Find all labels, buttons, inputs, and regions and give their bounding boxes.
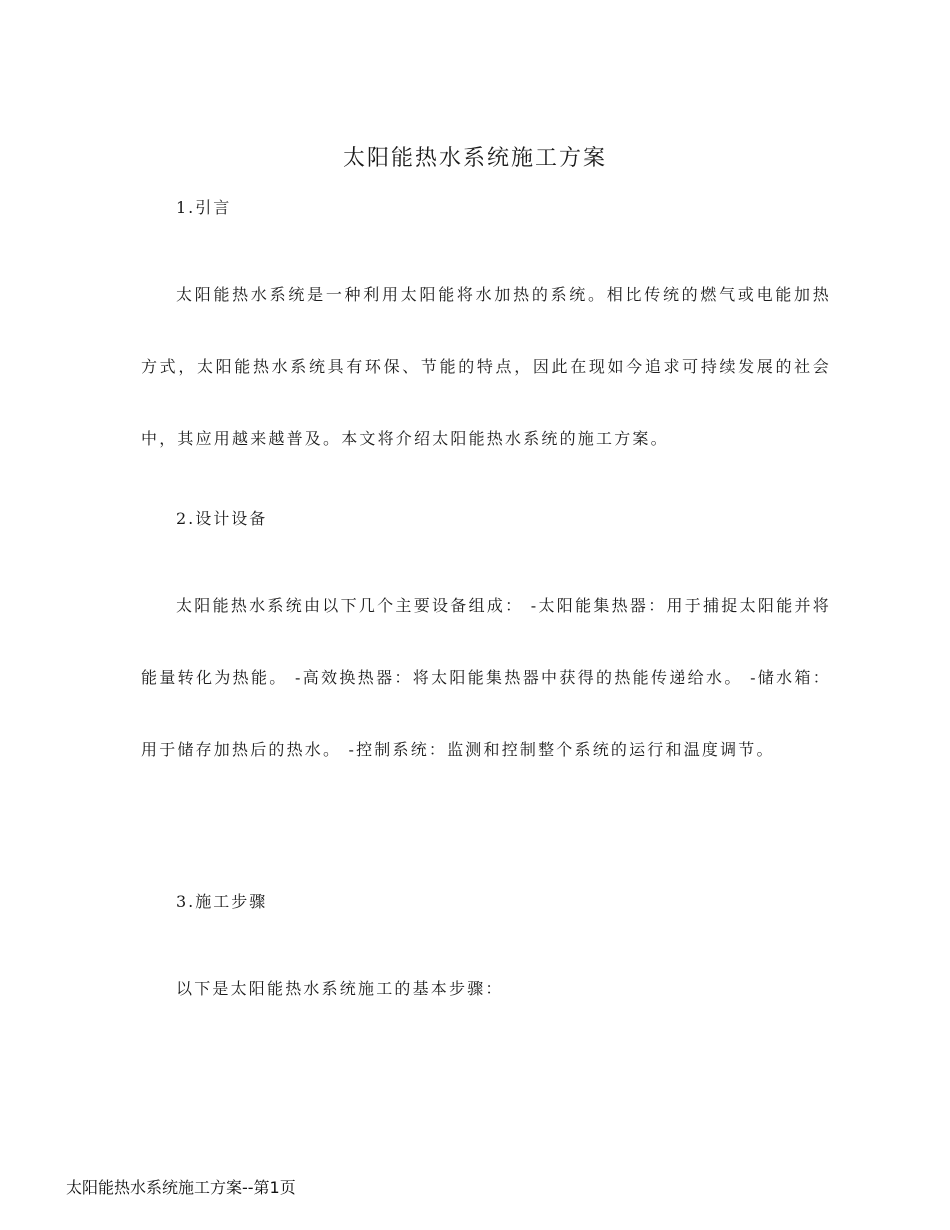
section-paragraph-introduction: 太阳能热水系统是一种利用太阳能将水加热的系统。相比传统的燃气或电能加热方式，太阳能热水系统具有环保、节能的特点，因此在现如今追求可持续发展的社会中，其应用越来越普及。本文将介绍太阳能热水系统的施工方案。 [141, 285, 831, 448]
section-heading-construction-steps: 3.施工步骤 [176, 892, 268, 911]
section-heading-introduction: 1.引言 [176, 198, 232, 217]
section-paragraph-construction-steps: 以下是太阳能热水系统施工的基本步骤： [176, 979, 504, 998]
section-paragraph-design-equipment: 太阳能热水系统由以下几个主要设备组成： -太阳能集热器：用于捕捉太阳能并将能量转化为热能。 -高效换热器：将太阳能集热器中获得的热能传递给水。 -储水箱：用于储存加热后的热水。 -控制系统：监测和控制整个系统的运行和温度调节。 [141, 596, 831, 759]
section-heading-design-equipment: 2.设计设备 [176, 509, 268, 528]
document-title: 太阳能热水系统施工方案 [342, 146, 607, 171]
page-footer: 太阳能热水系统施工方案--第1页 [66, 1178, 296, 1197]
